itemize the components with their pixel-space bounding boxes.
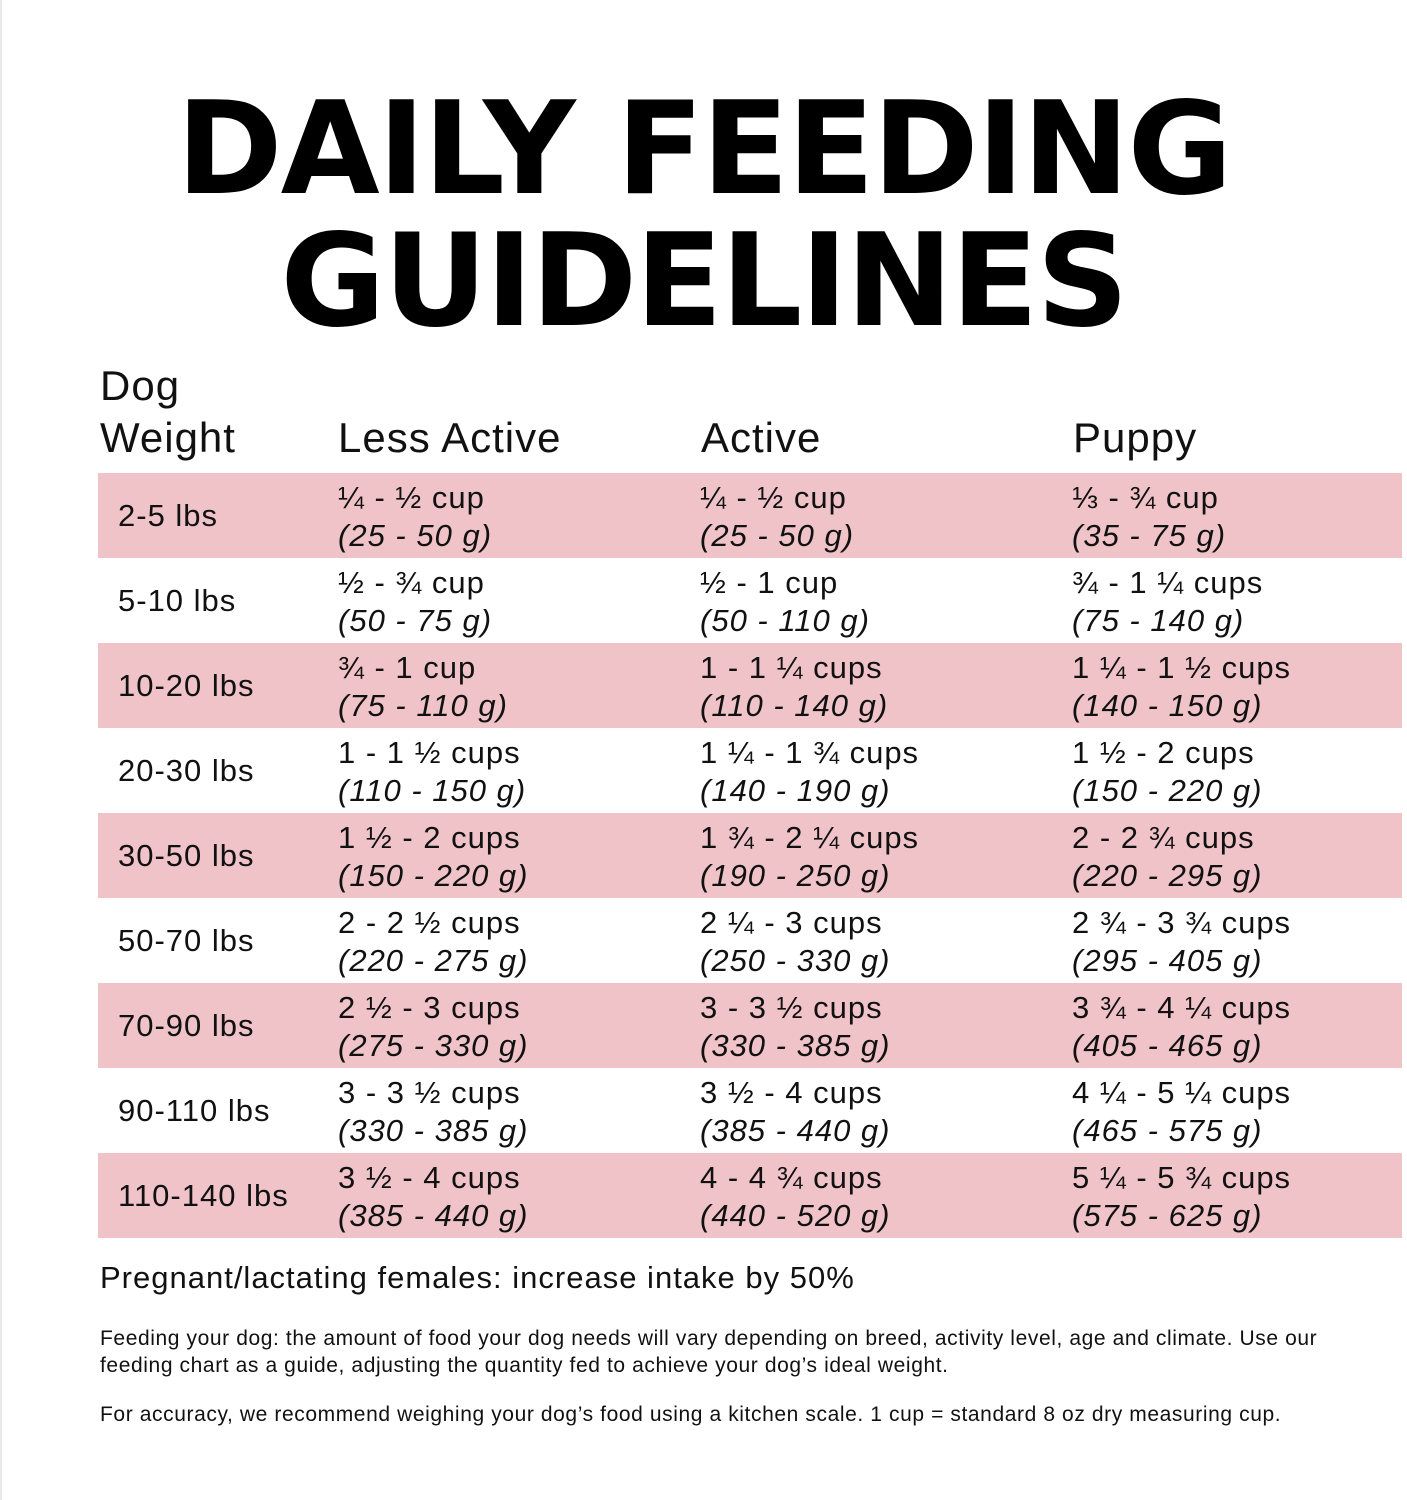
less-active-cell [338,649,508,725]
table-row [98,728,1402,813]
grams-value: (35 - 75 g) [1072,518,1227,553]
puppy-cell [1072,819,1263,895]
active-cell [700,1159,891,1235]
cups-value: ½ - 1 cup [700,565,839,600]
grams-value: (250 - 330 g) [700,943,891,978]
feeding-table [98,473,1402,1238]
grams-value: (465 - 575 g) [1072,1113,1263,1148]
puppy-cell [1072,1074,1291,1150]
grams-value: (140 - 150 g) [1072,688,1263,723]
cups-value: ¼ - ½ cup [338,480,485,515]
puppy-cell [1072,734,1263,810]
table-row [98,473,1402,558]
grams-value: (440 - 520 g) [700,1198,891,1233]
active-cell [700,649,888,725]
cups-value: 4 - 4 ¾ cups [700,1160,883,1195]
cups-value: 3 ½ - 4 cups [338,1160,521,1195]
column-header-dog-weight-line-1: Dog [100,362,181,409]
page-title-line-1: DAILY FEEDING [176,75,1231,224]
cups-value: 1 ¾ - 2 ¼ cups [700,820,920,855]
column-header-dog-weight-line-2: Weight [100,414,236,461]
grams-value: (75 - 140 g) [1072,603,1245,638]
less-active-cell [338,734,526,810]
active-cell [700,564,870,640]
grams-value: (110 - 150 g) [338,773,527,808]
active-cell [700,1074,891,1150]
table-row [98,558,1402,643]
cups-value: 2 - 2 ¾ cups [1072,820,1255,855]
cups-value: 2 ¼ - 3 cups [700,905,883,940]
cups-value: 4 ¼ - 5 ¼ cups [1072,1075,1292,1110]
less-active-cell [338,1074,529,1150]
grams-value: (25 - 50 g) [338,518,493,553]
weight-cell: 5-10 lbs [118,583,237,618]
puppy-cell [1072,564,1263,640]
grams-value: (50 - 75 g) [338,603,493,638]
grams-value: (140 - 190 g) [700,773,891,808]
cups-value: 3 - 3 ½ cups [338,1075,521,1110]
table-row [98,983,1402,1068]
cups-value: 3 - 3 ½ cups [700,990,883,1025]
grams-value: (190 - 250 g) [700,858,891,893]
less-active-cell [338,1159,529,1235]
column-header-active: Active [701,414,822,461]
cups-value: ¾ - 1 ¼ cups [1072,565,1264,600]
grams-value: (75 - 110 g) [338,688,508,723]
weight-cell: 90-110 lbs [118,1093,271,1128]
weight-cell: 50-70 lbs [118,923,255,958]
grams-value: (405 - 465 g) [1072,1028,1263,1063]
weight-cell: 110-140 lbs [118,1178,289,1213]
less-active-cell [338,989,529,1065]
grams-value: (150 - 220 g) [1072,773,1263,808]
weight-cell: 2-5 lbs [118,498,219,533]
less-active-cell [338,479,492,555]
cups-value: 3 ½ - 4 cups [700,1075,883,1110]
table-row [98,898,1402,983]
active-cell [700,734,919,810]
table-row [98,643,1402,728]
grams-value: (110 - 140 g) [700,688,889,723]
accuracy-note: For accuracy, we recommend weighing your dog’s food using a kitchen scale. 1 cup = standard 8 oz dry measuring cup. [100,1403,1282,1426]
feeding-note: Feeding your dog: the amount of food your dog needs will vary depending on breed, activity level, age and climate. Use our feeding chart as a guide, adjusting the quantity fed to achieve your dog’s ideal weight. [100,1327,1318,1377]
column-header-less-active: Less Active [338,414,562,461]
active-cell [700,989,891,1065]
less-active-cell [338,819,529,895]
cups-value: 3 ¾ - 4 ¼ cups [1072,990,1292,1025]
grams-value: (330 - 385 g) [338,1113,529,1148]
cups-value: ¼ - ½ cup [700,480,847,515]
grams-value: (385 - 440 g) [338,1198,529,1233]
grams-value: (575 - 625 g) [1072,1198,1263,1233]
weight-cell: 10-20 lbs [118,668,255,703]
less-active-cell [338,904,529,980]
cups-value: 2 ¾ - 3 ¾ cups [1072,905,1292,940]
cups-value: 1 - 1 ¼ cups [700,650,883,685]
cups-value: 1 ¼ - 1 ½ cups [1072,650,1292,685]
cups-value: 1 ½ - 2 cups [338,820,521,855]
cups-value: ½ - ¾ cup [338,565,485,600]
cups-value: 1 ½ - 2 cups [1072,735,1255,770]
cups-value: 2 ½ - 3 cups [338,990,521,1025]
page-title-line-2: GUIDELINES [280,207,1127,356]
cups-value: 5 ¼ - 5 ¾ cups [1072,1160,1292,1195]
weight-cell: 70-90 lbs [118,1008,255,1043]
cups-value: 1 - 1 ½ cups [338,735,521,770]
column-header-dog-weight [100,360,300,464]
column-header-puppy: Puppy [1073,414,1198,461]
puppy-cell [1072,479,1226,555]
puppy-cell [1072,649,1291,725]
cups-value: ¾ - 1 cup [338,650,477,685]
puppy-cell [1072,904,1291,980]
weight-cell: 20-30 lbs [118,753,255,788]
less-active-cell [338,564,492,640]
cups-value: 2 - 2 ½ cups [338,905,521,940]
puppy-cell [1072,989,1291,1065]
active-cell [700,479,854,555]
active-cell [700,819,919,895]
grams-value: (220 - 275 g) [338,943,529,978]
cups-value: ⅓ - ¾ cup [1072,480,1219,515]
grams-value: (25 - 50 g) [700,518,855,553]
table-row [98,1068,1402,1153]
active-cell [700,904,891,980]
grams-value: (220 - 295 g) [1072,858,1263,893]
table-row [98,1153,1402,1238]
table-row [98,813,1402,898]
weight-cell: 30-50 lbs [118,838,255,873]
grams-value: (275 - 330 g) [338,1028,529,1063]
grams-value: (330 - 385 g) [700,1028,891,1063]
grams-value: (50 - 110 g) [700,603,870,638]
puppy-cell [1072,1159,1291,1235]
grams-value: (385 - 440 g) [700,1113,891,1148]
cups-value: 1 ¼ - 1 ¾ cups [700,735,920,770]
grams-value: (150 - 220 g) [338,858,529,893]
pregnant-note: Pregnant/lactating females: increase intake by 50% [100,1260,855,1295]
grams-value: (295 - 405 g) [1072,943,1263,978]
